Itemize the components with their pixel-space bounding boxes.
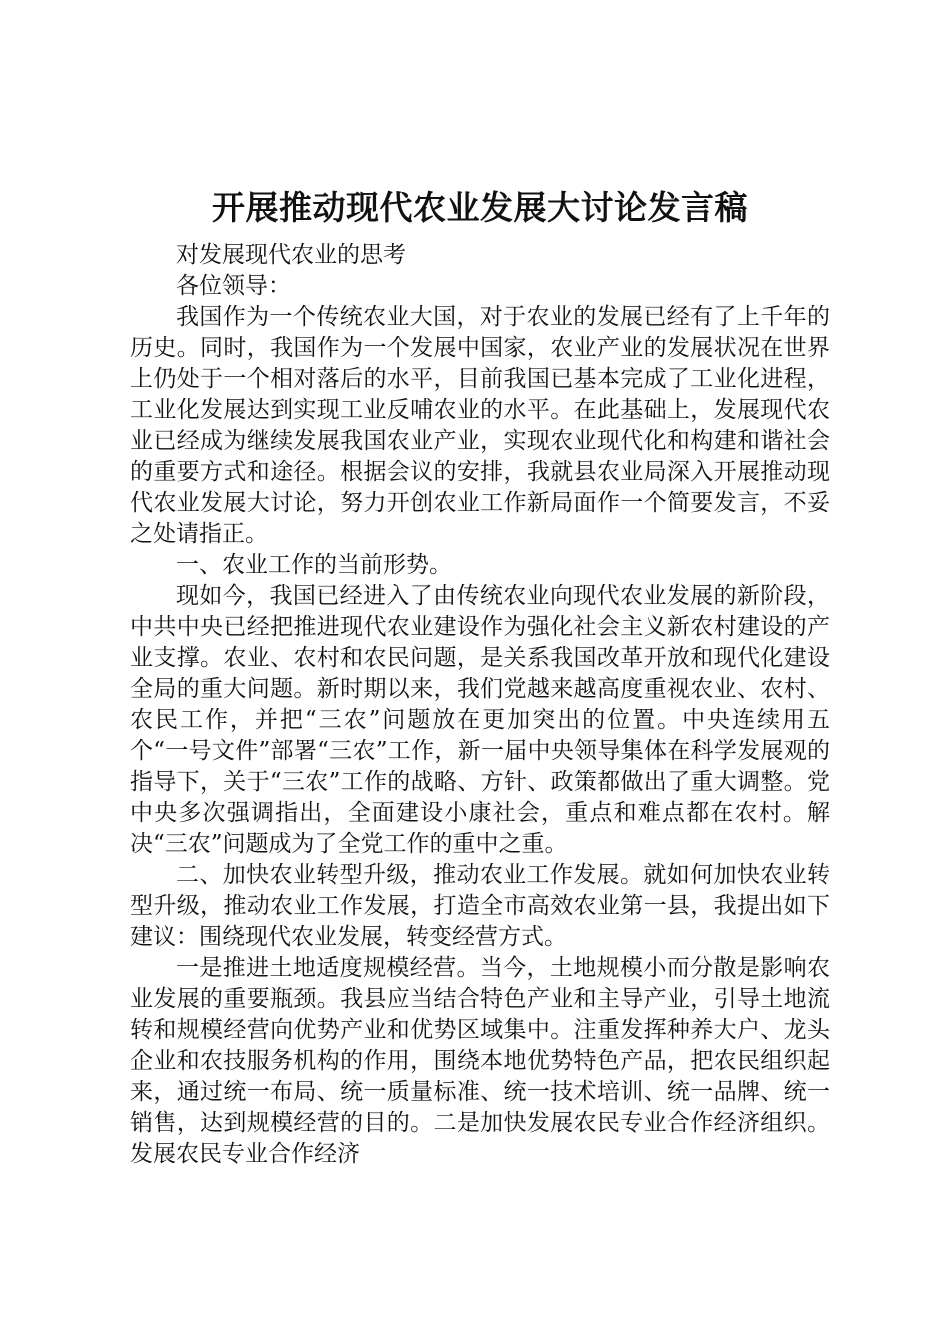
suggestion-paragraph: 一是推进土地适度规模经营。当今，土地规模小而分散是影响农业发展的重要瓶颈。我县应当结合特色产业和主导产业，引导土地流转和规模经营向优势产业和优势区域集中。注重发挥种养大户、龙头企业和农技服务机构的作用，围绕本地优势特色产品，把农民组织起来，通过统一布局、统一质量标准、统一技术培训、统一品牌、统一销售，达到规模经营的目的。二是加快发展农民专业合作经济组织。发展农民专业合作经济 [130,955,830,1167]
section-heading-1: 一、农业工作的当前形势。 [176,552,452,578]
situation-paragraph: 现如今，我国已经进入了由传统农业向现代农业发展的新阶段，中共中央已经把推进现代农业建设作为强化社会主义新农村建设的产业支撑。农业、农村和农民问题，是关系我国改革开放和现代化建设全局的重大问题。新时期以来，我们党越来越高度重视农业、农村、农民工作，并把“三农”问题放在更加突出的位置。中央连续用五个“一号文件”部署“三农”工作，新一届中央领导集体在科学发展观的指导下，关于“三农”工作的战略、方针、政策都做出了重大调整。党中央多次强调指出，全面建设小康社会，重点和难点都在农村。解决“三农”问题成为了全党工作的重中之重。 [130,583,830,857]
intro-paragraph: 我国作为一个传统农业大国，对于农业的发展已经有了上千年的历史。同时，我国作为一个发展中国家，农业产业的发展状况在世界上仍处于一个相对落后的水平，目前我国已基本完成了工业化进程，工业化发展达到实现工业反哺农业的水平。在此基础上，发展现代农业已经成为继续发展我国农业产业，实现农业现代化和构建和谐社会的重要方式和途径。根据会议的安排，我就县农业局深入开展推动现代农业发展大讨论，努力开创农业工作新局面作一个简要发言，不妥之处请指正。 [130,304,830,547]
document-title: 开展推动现代农业发展大讨论发言稿 [212,188,748,227]
section-heading-2-paragraph: 二、加快农业转型升级，推动农业工作发展。就如何加快农业转型升级，推动农业工作发展，打造全市高效农业第一县，我提出如下建议：围绕现代农业发展，转变经营方式。 [130,862,830,950]
salutation-paragraph: 各位领导： [176,273,291,299]
subtitle-paragraph: 对发展现代农业的思考 [176,242,406,268]
document-body [130,240,830,1170]
